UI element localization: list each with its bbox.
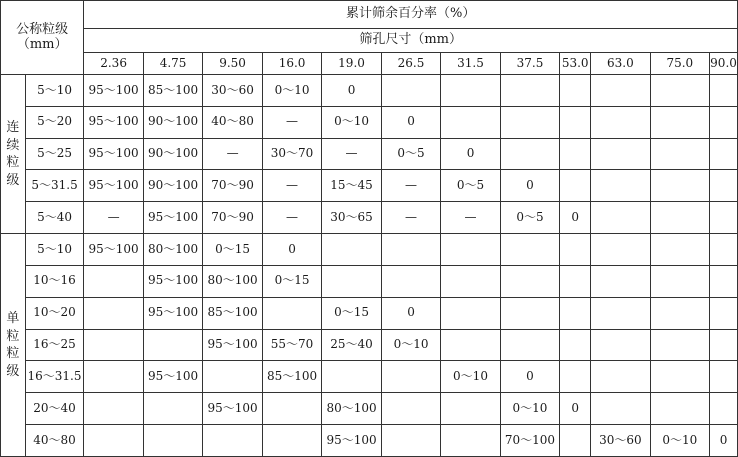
retained-value-cell <box>441 234 500 266</box>
retained-value-cell <box>710 329 738 361</box>
retained-value-cell <box>322 265 381 297</box>
retained-value-cell <box>650 265 709 297</box>
retained-value-cell <box>262 425 321 457</box>
nominal-size-cell: 5～10 <box>25 75 84 107</box>
table-row <box>1 170 738 202</box>
retained-value-cell <box>500 75 559 107</box>
retained-value-cell <box>143 425 202 457</box>
retained-value-cell: 0～10 <box>262 75 321 107</box>
retained-value-cell: 95～100 <box>203 329 262 361</box>
retained-value-cell: 15～45 <box>322 170 381 202</box>
retained-value-cell: 95～100 <box>84 106 143 138</box>
retained-value-cell <box>84 265 143 297</box>
table-row <box>1 297 738 329</box>
retained-value-cell <box>560 138 591 170</box>
retained-value-cell: 0～5 <box>441 170 500 202</box>
retained-value-cell <box>441 106 500 138</box>
table-row <box>1 234 738 266</box>
nominal-size-cell: 10～16 <box>25 265 84 297</box>
retained-value-cell <box>381 393 440 425</box>
retained-value-cell: 80～100 <box>322 393 381 425</box>
retained-value-cell: 95～100 <box>84 138 143 170</box>
retained-value-cell <box>591 106 650 138</box>
retained-value-cell <box>381 265 440 297</box>
retained-value-cell <box>441 265 500 297</box>
retained-value-cell <box>560 425 591 457</box>
retained-value-cell <box>591 393 650 425</box>
sieve-size-cell: 63.0 <box>591 53 650 75</box>
retained-value-cell <box>591 361 650 393</box>
table-row <box>1 138 738 170</box>
retained-value-cell: 90～100 <box>143 170 202 202</box>
retained-value-cell <box>650 361 709 393</box>
retained-value-cell: 95～100 <box>84 75 143 107</box>
nominal-size-cell: 5～10 <box>25 234 84 266</box>
retained-value-cell <box>591 202 650 234</box>
retained-value-cell: 0 <box>441 138 500 170</box>
sieve-size-cell: 37.5 <box>500 53 559 75</box>
retained-value-cell <box>650 297 709 329</box>
retained-value-cell: 70～100 <box>500 425 559 457</box>
retained-value-cell: 0～15 <box>203 234 262 266</box>
retained-value-cell: 30～65 <box>322 202 381 234</box>
retained-value-cell: 95～100 <box>143 297 202 329</box>
retained-value-cell <box>84 393 143 425</box>
retained-value-cell <box>650 170 709 202</box>
retained-value-cell <box>710 234 738 266</box>
retained-value-cell: 0～15 <box>262 265 321 297</box>
retained-value-cell <box>500 297 559 329</box>
retained-value-cell <box>500 138 559 170</box>
nominal-size-cell: 10～20 <box>25 297 84 329</box>
nominal-size-cell: 5～31.5 <box>25 170 84 202</box>
nominal-size-cell: 5～20 <box>25 106 84 138</box>
retained-value-cell <box>203 361 262 393</box>
retained-value-cell <box>650 393 709 425</box>
nominal-size-cell: 40～80 <box>25 425 84 457</box>
retained-value-cell: — <box>441 202 500 234</box>
sieve-size-cell: 75.0 <box>650 53 709 75</box>
retained-value-cell <box>591 297 650 329</box>
retained-value-cell <box>441 393 500 425</box>
retained-value-cell: 0～5 <box>381 138 440 170</box>
retained-value-cell: 95～100 <box>143 202 202 234</box>
table-row <box>1 75 738 107</box>
retained-value-cell <box>381 425 440 457</box>
retained-value-cell: 0 <box>322 75 381 107</box>
retained-value-cell <box>84 425 143 457</box>
retained-value-cell <box>500 329 559 361</box>
retained-value-cell: — <box>262 170 321 202</box>
retained-value-cell: 0～5 <box>500 202 559 234</box>
retained-value-cell <box>560 106 591 138</box>
retained-value-cell: — <box>322 138 381 170</box>
retained-value-cell <box>650 202 709 234</box>
nominal-size-cell: 16～31.5 <box>25 361 84 393</box>
retained-value-cell <box>262 393 321 425</box>
retained-value-cell: 70～90 <box>203 170 262 202</box>
nominal-size-cell: 16～25 <box>25 329 84 361</box>
retained-value-cell: — <box>84 202 143 234</box>
retained-value-cell: — <box>381 202 440 234</box>
retained-value-cell <box>381 361 440 393</box>
retained-value-cell <box>500 265 559 297</box>
retained-value-cell: 0～10 <box>500 393 559 425</box>
retained-value-cell <box>591 234 650 266</box>
retained-value-cell: 0 <box>381 106 440 138</box>
table-row <box>1 265 738 297</box>
cumulative-retained-header: 累计筛余百分率（%） <box>84 1 738 29</box>
sieve-size-cell: 4.75 <box>143 53 202 75</box>
retained-value-cell: 90～100 <box>143 106 202 138</box>
retained-value-cell: 30～60 <box>203 75 262 107</box>
retained-value-cell: 0 <box>500 170 559 202</box>
retained-value-cell <box>710 202 738 234</box>
retained-value-cell <box>650 106 709 138</box>
retained-value-cell <box>591 170 650 202</box>
nominal-size-cell: 5～25 <box>25 138 84 170</box>
retained-value-cell <box>560 75 591 107</box>
continuous-grading-label: 连 续 粒 级 <box>1 75 26 234</box>
retained-value-cell <box>591 329 650 361</box>
retained-value-cell: 40～80 <box>203 106 262 138</box>
retained-value-cell <box>560 329 591 361</box>
retained-value-cell: 95～100 <box>203 393 262 425</box>
sieve-size-cell: 26.5 <box>381 53 440 75</box>
table-row <box>1 329 738 361</box>
retained-value-cell: 0～10 <box>381 329 440 361</box>
retained-value-cell <box>650 234 709 266</box>
retained-value-cell <box>560 265 591 297</box>
retained-value-cell <box>441 297 500 329</box>
retained-value-cell: 0～10 <box>441 361 500 393</box>
retained-value-cell: 85～100 <box>262 361 321 393</box>
sieve-size-cell: 90.0 <box>710 53 738 75</box>
table-row <box>1 425 738 457</box>
retained-value-cell <box>500 234 559 266</box>
retained-value-cell: 0 <box>381 297 440 329</box>
retained-value-cell: 95～100 <box>84 234 143 266</box>
retained-value-cell: 0～10 <box>650 425 709 457</box>
retained-value-cell: 80～100 <box>143 234 202 266</box>
sieve-size-cell: 16.0 <box>262 53 321 75</box>
retained-value-cell <box>710 75 738 107</box>
retained-value-cell <box>262 297 321 329</box>
retained-value-cell <box>441 75 500 107</box>
retained-value-cell <box>560 234 591 266</box>
retained-value-cell <box>710 393 738 425</box>
retained-value-cell <box>500 106 559 138</box>
sieve-size-cell: 19.0 <box>322 53 381 75</box>
retained-value-cell <box>591 265 650 297</box>
retained-value-cell: 0 <box>710 425 738 457</box>
retained-value-cell <box>560 361 591 393</box>
retained-value-cell: 95～100 <box>143 361 202 393</box>
retained-value-cell <box>560 297 591 329</box>
retained-value-cell <box>322 234 381 266</box>
table-row <box>1 361 738 393</box>
sieve-size-cell: 2.36 <box>84 53 143 75</box>
retained-value-cell <box>650 329 709 361</box>
sieve-size-cell: 9.50 <box>203 53 262 75</box>
retained-value-cell <box>143 329 202 361</box>
sieve-size-cell: 31.5 <box>441 53 500 75</box>
retained-value-cell <box>143 393 202 425</box>
sieve-size-header: 筛孔尺寸（mm） <box>84 29 738 53</box>
retained-value-cell <box>203 425 262 457</box>
retained-value-cell <box>560 170 591 202</box>
nominal-size-cell: 5～40 <box>25 202 84 234</box>
retained-value-cell <box>710 265 738 297</box>
retained-value-cell <box>710 106 738 138</box>
nominal-size-header: 公称粒级 （mm） <box>1 1 84 75</box>
retained-value-cell: — <box>262 202 321 234</box>
retained-value-cell: 0 <box>262 234 321 266</box>
retained-value-cell <box>591 138 650 170</box>
retained-value-cell: — <box>381 170 440 202</box>
retained-value-cell: 0～15 <box>322 297 381 329</box>
retained-value-cell <box>381 75 440 107</box>
retained-value-cell <box>441 329 500 361</box>
retained-value-cell <box>650 75 709 107</box>
retained-value-cell: 90～100 <box>143 138 202 170</box>
retained-value-cell: 30～70 <box>262 138 321 170</box>
table-row <box>1 202 738 234</box>
retained-value-cell: 95～100 <box>143 265 202 297</box>
table-row <box>1 106 738 138</box>
retained-value-cell <box>710 170 738 202</box>
retained-value-cell <box>84 329 143 361</box>
retained-value-cell <box>381 234 440 266</box>
retained-value-cell: 55～70 <box>262 329 321 361</box>
retained-value-cell <box>84 361 143 393</box>
retained-value-cell: 0～10 <box>322 106 381 138</box>
retained-value-cell <box>591 75 650 107</box>
retained-value-cell: 85～100 <box>143 75 202 107</box>
retained-value-cell <box>710 138 738 170</box>
retained-value-cell <box>84 297 143 329</box>
sieve-size-cell: 53.0 <box>560 53 591 75</box>
retained-value-cell: — <box>262 106 321 138</box>
retained-value-cell <box>441 425 500 457</box>
retained-value-cell: 0 <box>560 393 591 425</box>
nominal-size-cell: 20～40 <box>25 393 84 425</box>
retained-value-cell <box>650 138 709 170</box>
retained-value-cell: 25～40 <box>322 329 381 361</box>
retained-value-cell <box>710 297 738 329</box>
retained-value-cell: 0 <box>560 202 591 234</box>
retained-value-cell: 85～100 <box>203 297 262 329</box>
retained-value-cell: 80～100 <box>203 265 262 297</box>
retained-value-cell <box>710 361 738 393</box>
table-row <box>1 393 738 425</box>
retained-value-cell: 95～100 <box>322 425 381 457</box>
retained-value-cell: — <box>203 138 262 170</box>
retained-value-cell: 95～100 <box>84 170 143 202</box>
retained-value-cell: 30～60 <box>591 425 650 457</box>
single-size-grading-label: 单 粒 粒 级 <box>1 234 26 457</box>
retained-value-cell <box>322 361 381 393</box>
retained-value-cell: 0 <box>500 361 559 393</box>
retained-value-cell: 70～90 <box>203 202 262 234</box>
